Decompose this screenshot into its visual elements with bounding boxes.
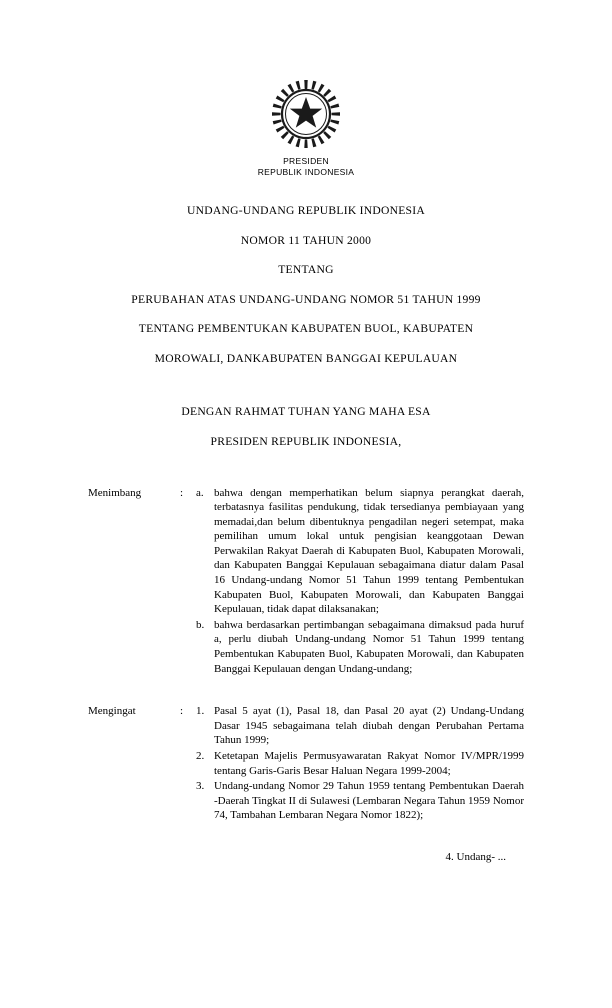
- list-item: [196, 779, 524, 823]
- item-text: Ketetapan Majelis Permusyawaratan Rakyat Nomor IV/MPR/1999 tentang Garis-Garis Besar Haluan Negara 1999-2004;: [214, 750, 524, 777]
- item-text: bahwa berdasarkan pertimbangan sebagaimana dimaksud pada huruf a, perlu diubah Undang-undang Nomor 51 Tahun 1999 tentang Pembentukan Kabupaten Buol, Kabupaten Morowali, dan Kabupaten Banggai Kepulauan dengan Undang-undang;: [214, 618, 524, 675]
- continuation-note: 4. Undang- ...: [445, 850, 506, 863]
- list-item: [196, 704, 524, 748]
- clauses-section: [88, 486, 524, 823]
- clause-items: [196, 704, 524, 823]
- item-marker: 1.: [196, 705, 205, 718]
- garuda-star-emblem-icon: [263, 78, 349, 150]
- emblem-caption-line2: REPUBLIK INDONESIA: [257, 167, 355, 177]
- document-subtitle-block: [88, 405, 524, 448]
- title-line-4: PERUBAHAN ATAS UNDANG-UNDANG NOMOR 51 TAHUN 1999: [131, 292, 481, 306]
- title-line-3: TENTANG: [278, 263, 334, 276]
- item-text: Undang-undang Nomor 29 Tahun 1959 tentang Pembentukan Daerah -Daerah Tingkat II di Sulawesi (Lembaran Negara Tahun 1959 Nomor 74, Tambahan Lembaran Negara Nomor 1822);: [214, 780, 524, 822]
- list-item: [196, 749, 524, 778]
- clause-colon: :: [180, 705, 184, 718]
- list-item: [196, 486, 524, 617]
- item-marker: b.: [196, 618, 205, 631]
- clause-menimbang: [88, 486, 524, 677]
- subtitle-line-2: PRESIDEN REPUBLIK INDONESIA,: [210, 434, 402, 448]
- clause-label: Menimbang: [88, 486, 142, 499]
- list-item: [196, 618, 524, 676]
- clause-label: Mengingat: [88, 705, 136, 718]
- title-line-5: TENTANG PEMBENTUKAN KABUPATEN BUOL, KABUPATEN: [138, 322, 474, 335]
- clause-items: [196, 486, 524, 677]
- item-marker: a.: [196, 486, 204, 499]
- title-line-1: UNDANG-UNDANG REPUBLIK INDONESIA: [187, 204, 425, 217]
- emblem-caption: [88, 156, 524, 178]
- title-line-2: NOMOR 11 TAHUN 2000: [240, 233, 372, 247]
- item-marker: 2.: [196, 750, 205, 762]
- emblem-caption-line1: PRESIDEN: [283, 156, 329, 166]
- document-title-block: [88, 204, 524, 365]
- emblem-block: [88, 0, 524, 178]
- item-text: bahwa dengan memperhatikan belum siapnya perangkat daerah, terbatasnya fasilitas pendukung, tidak tersedianya pembiayaan yang memadai,dan belum dibentuknya pengadilan negeri setempat, maka pemilihan umum lokal untuk pengisian keanggotaan Dewan Perwakilan Rakyat Daerah di Kabupaten Buol, Kabupaten Morowali, dan Kabupaten Banggai Kepulauan sebagaimana diatur dalam Pasal 16 Undang-undang Nomor 51 Tahun 1999 tentang Pembentukan Kabupaten Buol, Kabupaten Morowali, dan Kabupaten Banggai Kepulauan, tidak dapat dilaksanakan;: [214, 486, 524, 616]
- subtitle-line-1: DENGAN RAHMAT TUHAN YANG MAHA ESA: [181, 404, 431, 418]
- item-marker: 3.: [196, 780, 205, 793]
- item-text: Pasal 5 ayat (1), Pasal 18, dan Pasal 20 ayat (2) Undang-Undang Dasar 1945 sebagaimana telah diubah dengan Perubahan Pertama Tahun 1999;: [214, 705, 524, 747]
- clause-colon: :: [180, 486, 184, 499]
- title-line-6: MOROWALI, DANKABUPATEN BANGGAI KEPULAUAN: [154, 351, 458, 365]
- clause-mengingat: [88, 704, 524, 823]
